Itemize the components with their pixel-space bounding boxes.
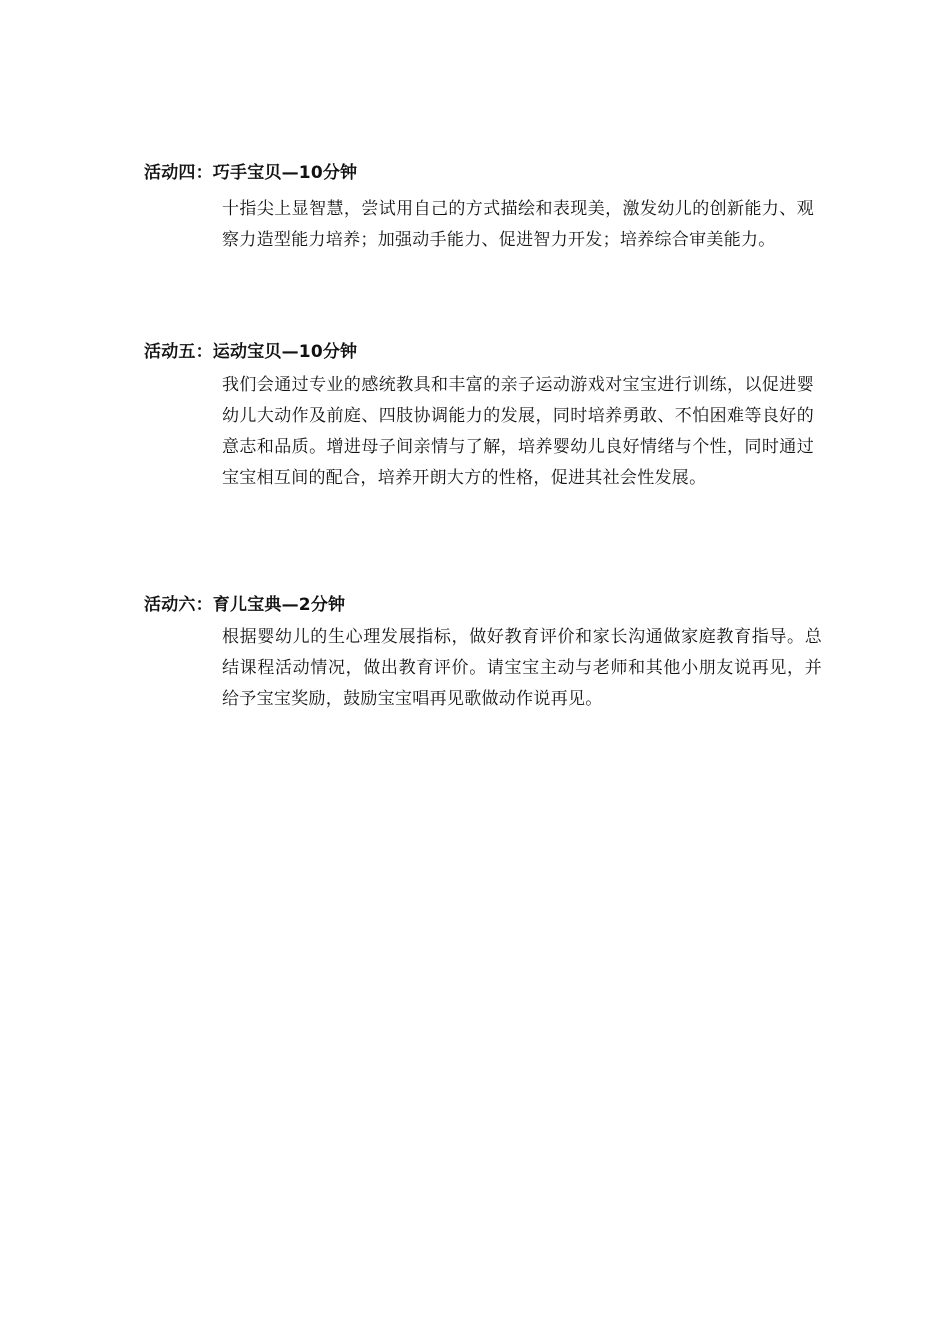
- activity-four-title: 活动四：巧手宝贝—10分钟: [144, 163, 358, 183]
- activity-six-description: 根据婴幼儿的生心理发展指标，做好教育评价和家长沟通做家庭教育指导。总结课程活动情况，做出教育评价。请宝宝主动与老师和其他小朋友说再见，并给予宝宝奖励，鼓励宝宝唱再见歌做动作说再见。: [222, 627, 822, 709]
- activity-five-description: 我们会通过专业的感统教具和丰富的亲子运动游戏对宝宝进行训练，以促进婴幼儿大动作及前庭、四肢协调能力的发展，同时培养勇敢、不怕困难等良好的意志和品质。增进母子间亲情与了解，培养婴幼儿良好情绪与个性，同时通过宝宝相互间的配合，培养开朗大方的性格，促进其社会性发展。: [222, 375, 814, 488]
- activity-six-title: 活动六：育儿宝典—2分钟: [144, 595, 346, 615]
- activity-four-description: 十指尖上显智慧，尝试用自己的方式描绘和表现美，激发幼儿的创新能力、观察力造型能力培养；加强动手能力、促进智力开发；培养综合审美能力。: [222, 199, 814, 250]
- activity-five-title: 活动五：运动宝贝—10分钟: [144, 342, 358, 362]
- activity-five-section: [144, 340, 824, 494]
- activity-six-section: [144, 593, 824, 715]
- activity-four-section: [144, 161, 824, 256]
